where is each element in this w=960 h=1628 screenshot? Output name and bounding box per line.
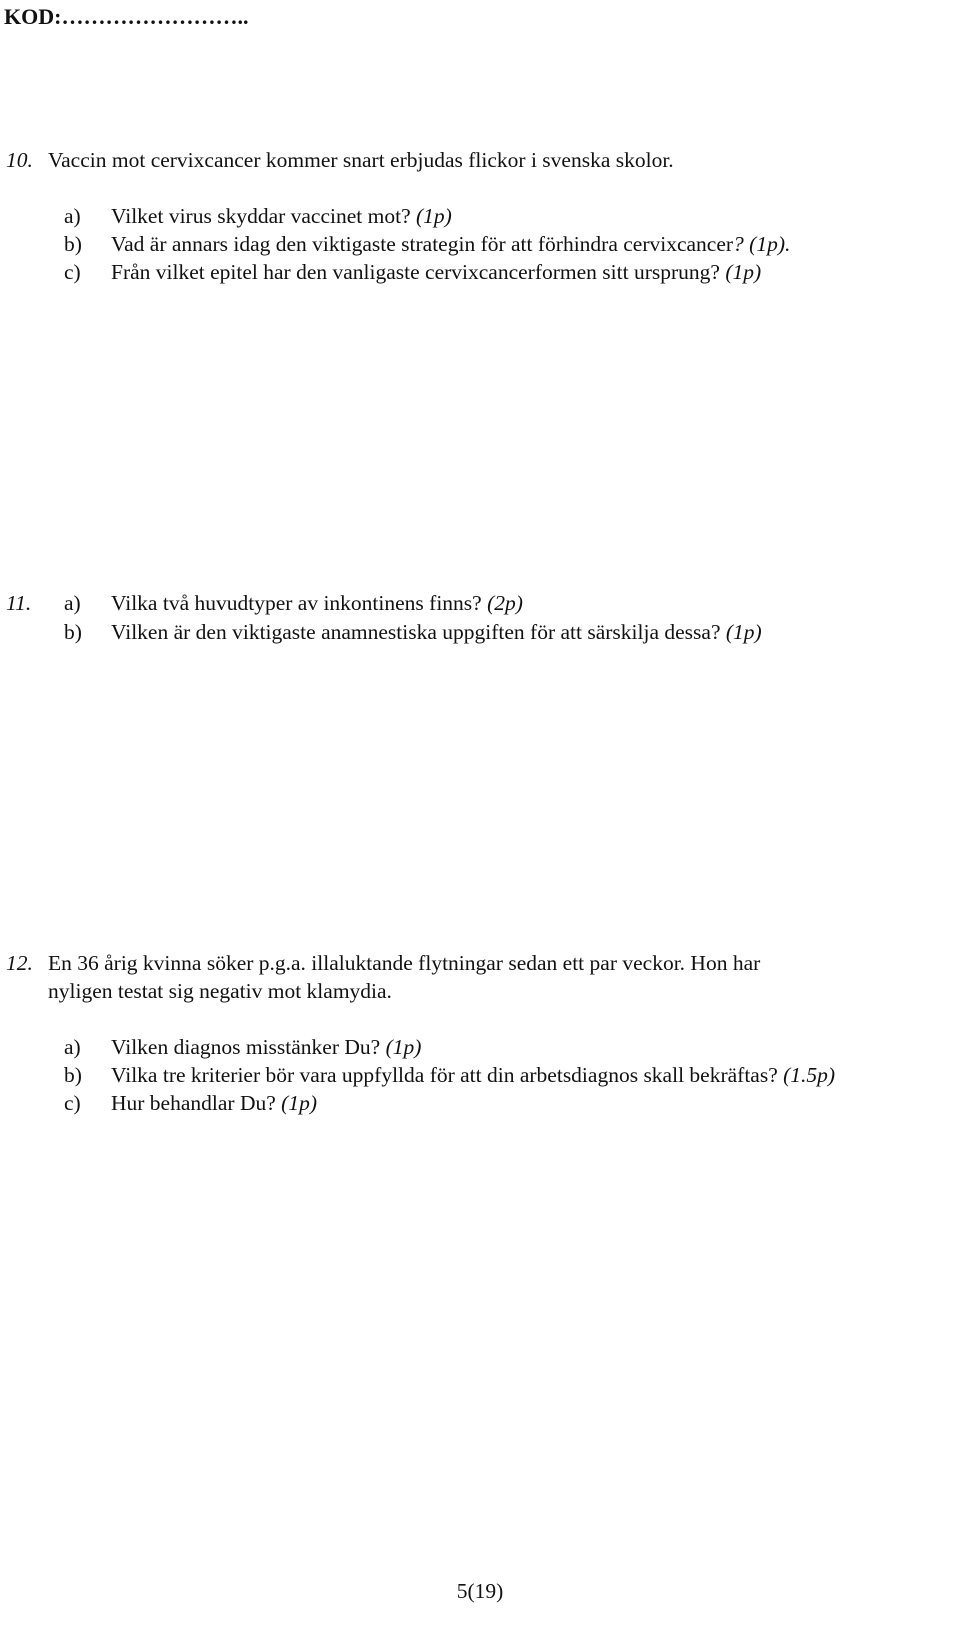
question-12a-label: a) xyxy=(64,1035,81,1059)
page-number: 5(19) xyxy=(456,1579,504,1603)
question-12b-text: Vilka tre kriterier bör vara uppfyllda för att din arbetsdiagnos skall bekräftas? xyxy=(111,1063,784,1087)
question-11b-text: Vilken är den viktigaste anamnestiska uppgiften för att särskilja dessa? xyxy=(111,620,726,644)
question-12c-points: (1p) xyxy=(281,1091,317,1115)
question-11b-points: (1p) xyxy=(725,620,762,644)
question-10a-points: (1p) xyxy=(416,204,452,228)
question-10c-label: c) xyxy=(64,260,81,284)
question-11a xyxy=(111,590,523,616)
question-10b xyxy=(111,231,790,257)
question-12b-points: (1.5p) xyxy=(783,1063,836,1087)
question-10-number: 10. xyxy=(6,148,33,172)
question-10a-label: a) xyxy=(64,204,81,228)
question-11a-points: (2p) xyxy=(487,591,523,615)
question-12a-points: (1p) xyxy=(385,1035,422,1059)
question-10b-label: b) xyxy=(64,232,82,256)
question-10c xyxy=(111,259,761,285)
question-12b-label: b) xyxy=(64,1063,82,1087)
question-11b xyxy=(111,619,762,645)
question-10a xyxy=(111,203,452,229)
question-12c-text: Hur behandlar Du? xyxy=(111,1091,282,1115)
question-10c-text: Från vilket epitel har den vanligaste cervixcancerformen sitt ursprung? xyxy=(111,260,726,284)
question-12c xyxy=(111,1090,317,1116)
question-12-intro-line2: nyligen testat sig negativ mot klamydia. xyxy=(48,979,392,1003)
question-12a-text: Vilken diagnos misstänker Du? xyxy=(111,1035,386,1059)
question-11a-label: a) xyxy=(64,591,81,615)
question-11-number: 11. xyxy=(6,591,32,615)
question-12b xyxy=(111,1062,835,1088)
question-11a-text: Vilka två huvudtyper av inkontinens finns? xyxy=(111,591,488,615)
question-10-intro: Vaccin mot cervixcancer kommer snart erbjudas flickor i svenska skolor. xyxy=(48,148,674,172)
question-10a-text: Vilket virus skyddar vaccinet mot? xyxy=(111,204,416,228)
question-10b-text: Vad är annars idag den viktigaste strategin för att förhindra cervixcancer xyxy=(111,232,734,256)
question-11b-label: b) xyxy=(64,620,82,644)
question-12-intro-line1: En 36 årig kvinna söker p.g.a. illaluktande flytningar sedan ett par veckor. Hon har xyxy=(48,951,761,975)
question-12-number: 12. xyxy=(6,951,33,975)
question-12c-label: c) xyxy=(64,1091,81,1115)
question-12a xyxy=(111,1034,421,1060)
question-10c-points: (1p) xyxy=(725,260,762,284)
code-field-label: KOD:…………………….. xyxy=(4,4,249,29)
question-10b-points: ? (1p). xyxy=(733,232,791,256)
